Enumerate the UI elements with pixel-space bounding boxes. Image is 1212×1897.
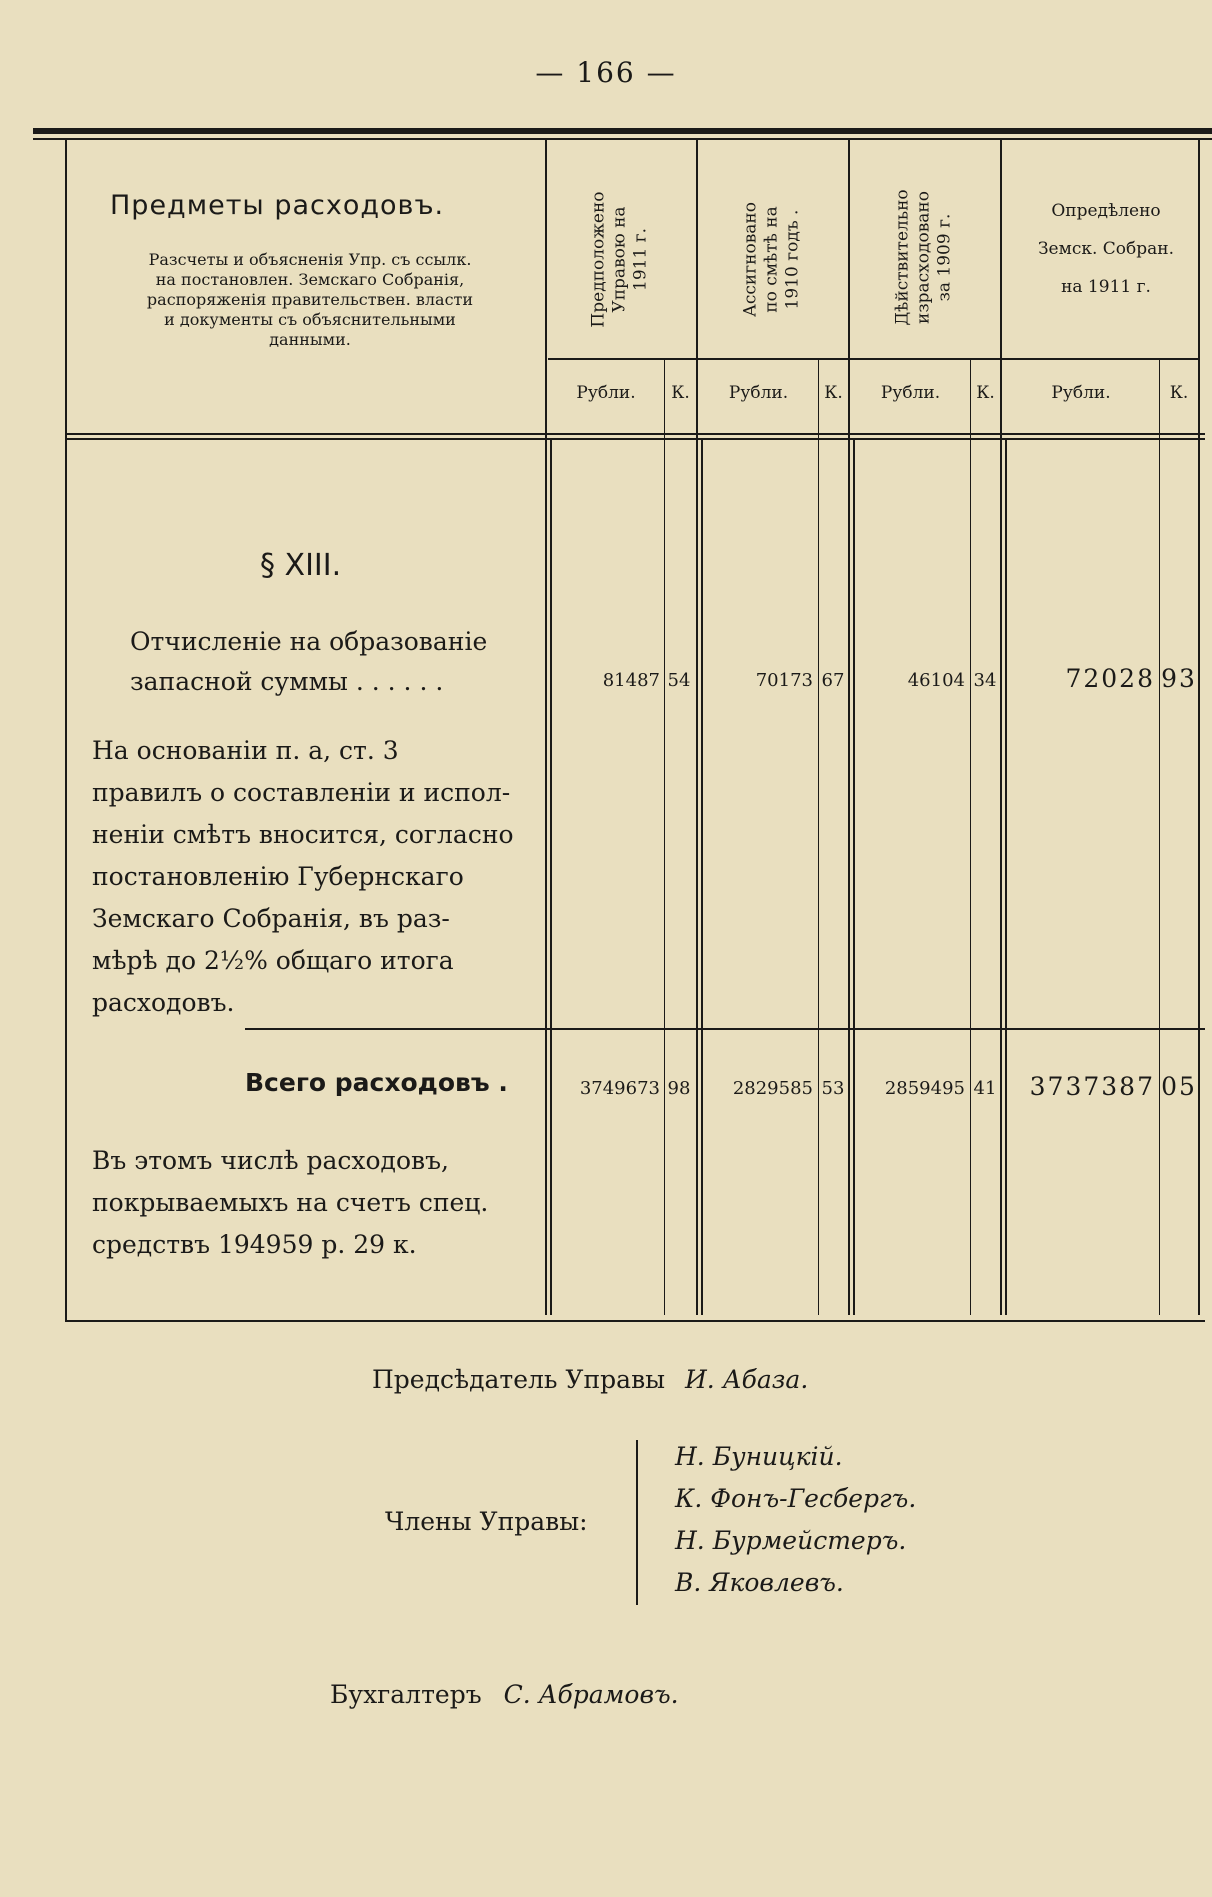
assigned-rubles: 70173	[755, 670, 813, 691]
col-assigned-heading: Ассигновано по смѣтѣ на 1910 годъ .	[740, 202, 803, 317]
unit-kopecks: К.	[976, 383, 995, 403]
header-description: Разсчеты и объясненія Упр. съ ссылк. на постановлен. Земскаго Собранія, распоряженія правительствен. власти и документы съ объяснительными данными.	[146, 250, 474, 349]
header-title: Предметы расходовъ.	[110, 190, 445, 221]
col-spent-heading: Дѣйствительно израсходовано за 1909 г.	[892, 189, 955, 326]
total-assigned-kopecks: 53	[821, 1078, 845, 1099]
accountant-name: С. Абрамовъ.	[503, 1680, 679, 1709]
right-border	[1198, 140, 1200, 1315]
proposed-rubles: 81487	[602, 670, 660, 691]
col-divider	[664, 360, 665, 1315]
determined-rubles: 72028	[1065, 664, 1155, 693]
spent-rubles: 46104	[907, 670, 965, 691]
proposed-kopecks: 54	[667, 670, 691, 691]
unit-rubles: Рубли.	[880, 383, 941, 403]
member-name: Н. Бурмейстеръ.	[675, 1526, 907, 1555]
accountant-label: Бухгалтеръ	[330, 1680, 482, 1709]
section-heading: § XIII.	[260, 548, 342, 583]
header-bottom-rule-2	[65, 438, 1205, 440]
chair-name: И. Абаза.	[685, 1365, 809, 1394]
col-divider	[701, 440, 703, 1315]
col-divider	[1005, 440, 1007, 1315]
col-divider	[1159, 360, 1160, 1315]
unit-rubles: Рубли.	[1051, 383, 1111, 403]
unit-rubles: Рубли.	[576, 383, 636, 403]
member-name: В. Яковлевъ.	[675, 1568, 844, 1597]
total-determined-kopecks: 05	[1161, 1072, 1197, 1101]
spent-kopecks: 34	[973, 670, 997, 691]
total-label: Всего расходовъ .	[245, 1068, 508, 1097]
header-bottom-rule	[65, 433, 1205, 435]
total-proposed-rubles: 3749673	[579, 1078, 660, 1099]
col-divider	[550, 440, 552, 1315]
member-name: К. Фонъ-Гесбергъ.	[675, 1484, 917, 1513]
total-determined-rubles: 3737387	[1029, 1072, 1155, 1101]
chair-signature	[372, 1365, 808, 1394]
chair-label: Предсѣдатель Управы	[372, 1365, 666, 1394]
section-basis: На основаніи п. а, ст. 3 правилъ о составленіи и испол- неніи смѣтъ вносится, согласно постановленію Губернскаго Земскаго Собранія, въ раз- мѣрѣ до 2½% общаго итога расходовъ.	[92, 736, 514, 1017]
left-border	[65, 140, 67, 1320]
unit-kopecks: К.	[671, 383, 690, 403]
total-spent-rubles: 2859495	[884, 1078, 965, 1099]
table-bottom-rule	[65, 1320, 1205, 1322]
members-label: Члены Управы:	[385, 1507, 588, 1536]
total-assigned-rubles: 2829585	[732, 1078, 813, 1099]
total-spent-kopecks: 41	[973, 1078, 997, 1099]
total-rule	[245, 1028, 1205, 1030]
col-proposed-heading: Предположено Управою на 1911 г.	[588, 191, 651, 328]
total-proposed-kopecks: 98	[667, 1078, 691, 1099]
member-name: Н. Буницкій.	[675, 1442, 843, 1471]
assigned-kopecks: 67	[821, 670, 845, 691]
col-divider	[696, 140, 698, 1315]
col-divider	[848, 140, 850, 1315]
accountant-signature	[330, 1680, 679, 1709]
determined-kopecks: 93	[1161, 664, 1197, 693]
page-number: — 166 —	[535, 56, 677, 89]
top-rule	[33, 128, 1212, 134]
col-divider	[818, 360, 819, 1315]
top-rule-thin	[33, 138, 1212, 140]
section-item: Отчисленіе на образованіе запасной суммы . . . . . .	[130, 627, 488, 696]
unit-kopecks: К.	[1169, 383, 1189, 403]
unit-kopecks: К.	[824, 383, 843, 403]
col-divider	[1000, 140, 1002, 1315]
col-divider	[853, 440, 855, 1315]
total-note: Въ этомъ числѣ расходовъ, покрываемыхъ на счетъ спец. средствъ 194959 р. 29 к.	[92, 1146, 489, 1259]
col-determined-heading: Опредѣлено Земск. Собран. на 1911 г.	[1037, 201, 1175, 297]
members-brace	[636, 1440, 638, 1605]
col-divider	[970, 360, 971, 1315]
unit-rubles: Рубли.	[728, 383, 789, 403]
col-divider	[545, 140, 547, 1315]
